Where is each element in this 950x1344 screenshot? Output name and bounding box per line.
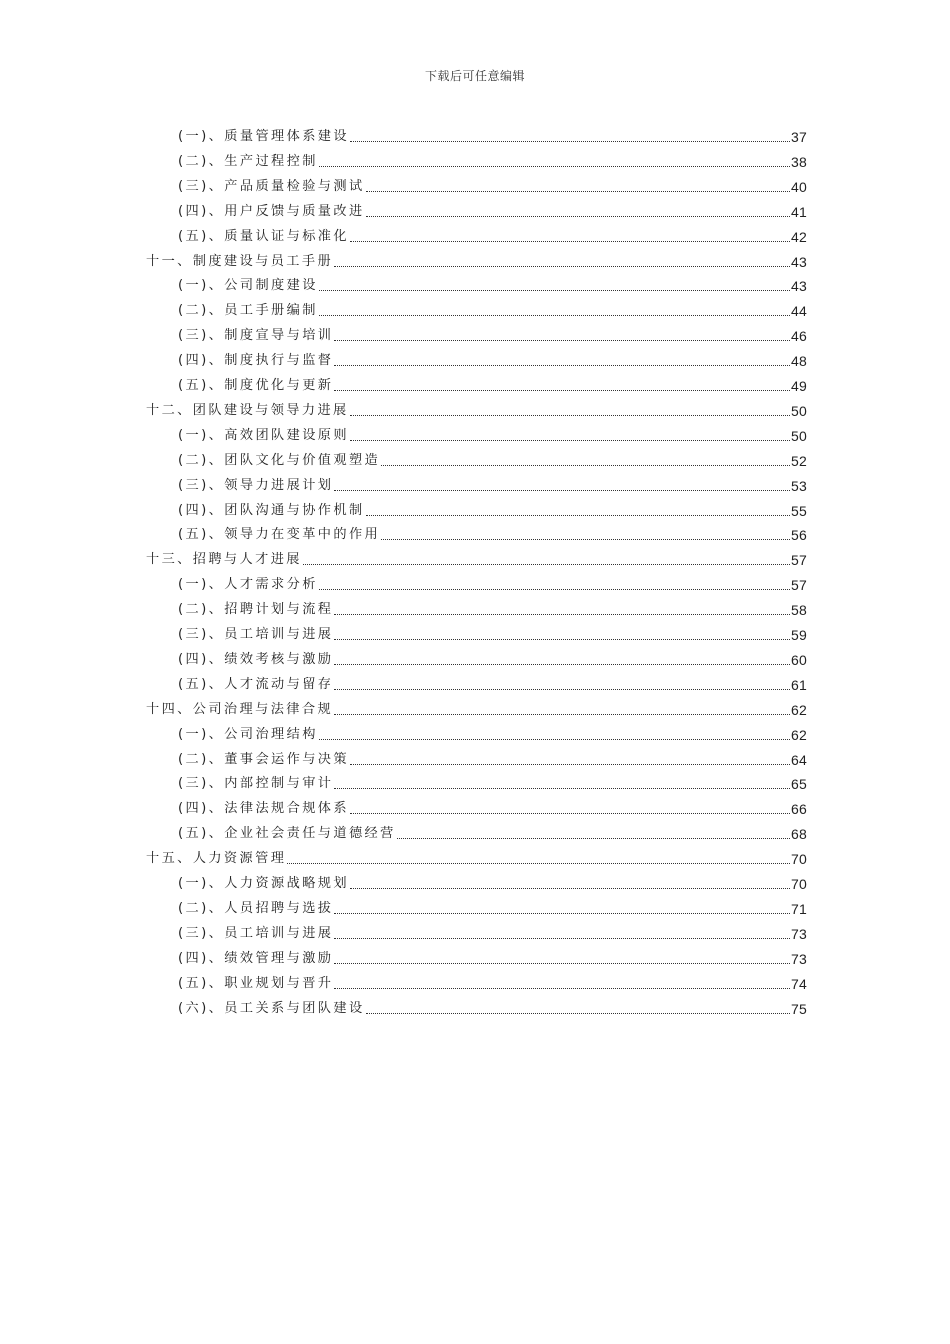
toc-dot-leader [334,664,790,665]
toc-dot-leader [334,390,790,391]
toc-section-entry[interactable] [178,575,807,595]
toc-entry-title: (二)、招聘计划与流程 [178,602,334,618]
toc-entry-title: 十三、招聘与人才进展 [146,552,302,568]
toc-chapter-entry[interactable] [146,550,807,570]
toc-dot-leader [350,415,790,416]
toc-chapter-entry[interactable] [146,252,807,272]
toc-dot-leader [334,714,790,715]
toc-dot-leader [350,813,790,814]
toc-dot-leader [350,440,790,441]
toc-entry-title: 十二、团队建设与领导力进展 [146,402,349,418]
toc-section-entry[interactable] [178,824,807,844]
toc-section-entry[interactable] [178,351,807,371]
toc-dot-leader [350,764,790,765]
toc-page-number: 73 [791,925,807,942]
toc-entry-title: (四)、绩效管理与激励 [178,950,334,966]
toc-dot-leader [319,290,790,291]
toc-page-number: 68 [791,826,807,843]
toc-page-number: 43 [791,278,807,295]
toc-dot-leader [334,365,790,366]
toc-dot-leader [381,465,790,466]
toc-entry-title: (四)、制度执行与监督 [178,353,334,369]
toc-page-number: 58 [791,602,807,619]
toc-page-number: 50 [791,427,807,444]
toc-entry-title: (二)、人员招聘与选拔 [178,900,334,916]
toc-section-entry[interactable] [178,301,807,321]
toc-page-number: 49 [791,378,807,394]
toc-entry-title: (一)、人力资源战略规划 [178,876,349,891]
toc-entry-title: (三)、员工培训与进展 [178,627,334,642]
toc-entry-title: (四)、绩效考核与激励 [178,651,334,667]
toc-dot-leader [350,241,790,242]
toc-entry-title: (三)、内部控制与审计 [178,776,334,792]
toc-page-number: 61 [791,676,807,693]
toc-dot-leader [366,216,790,217]
toc-section-entry[interactable] [178,675,807,695]
toc-dot-leader [366,515,790,516]
toc-dot-leader [366,1013,790,1014]
toc-dot-leader [334,266,790,267]
toc-entry-title: (二)、员工手册编制 [178,303,318,319]
toc-entry-title: (五)、企业社会责任与道德经营 [178,826,396,842]
toc-dot-leader [350,888,790,889]
toc-dot-leader [319,589,790,590]
toc-entry-title: (二)、董事会运作与决策 [178,751,349,767]
toc-dot-leader [334,913,790,914]
toc-page-number: 38 [791,153,807,170]
toc-page-number: 40 [791,178,807,195]
toc-entry-title: (四)、用户反馈与质量改进 [178,203,365,219]
toc-chapter-entry[interactable] [146,700,807,720]
toc-section-entry[interactable] [178,177,807,197]
toc-page-number: 44 [791,303,807,320]
toc-page-number: 70 [791,876,807,892]
toc-page-number: 70 [791,851,807,868]
toc-entry-title: (五)、质量认证与标准化 [178,228,349,244]
toc-entry-title: (四)、法律法规合规体系 [178,801,349,817]
toc-page-number: 50 [791,402,807,419]
toc-section-entry[interactable] [178,127,807,147]
toc-dot-leader [303,564,790,565]
toc-dot-leader [287,863,790,864]
toc-dot-leader [334,788,790,789]
toc-entry-title: (三)、领导力进展计划 [178,477,334,493]
toc-entry-title: (四)、团队沟通与协作机制 [178,502,365,518]
toc-section-entry[interactable] [178,152,807,172]
toc-page-number: 37 [791,129,807,145]
toc-page-number: 66 [791,801,807,818]
toc-page-number: 75 [791,1000,807,1017]
toc-section-entry[interactable] [178,999,807,1019]
toc-page-number: 71 [791,900,807,917]
toc-entry-title: (二)、生产过程控制 [178,153,318,169]
toc-dot-leader [319,166,790,167]
toc-page-number: 55 [791,502,807,519]
toc-section-entry[interactable] [178,600,807,620]
toc-entry-title: (二)、团队文化与价值观塑造 [178,452,381,468]
toc-dot-leader [334,490,790,491]
toc-section-entry[interactable] [178,276,807,296]
toc-entry-title: (一)、高效团队建设原则 [178,427,349,443]
toc-section-entry[interactable] [178,202,807,222]
toc-dot-leader [334,963,790,964]
toc-page-number: 57 [791,577,807,594]
toc-section-entry[interactable] [178,476,807,496]
page-header: 下载后可任意编辑 [424,69,525,83]
toc-entry-title: (三)、制度宣导与培训 [178,328,334,344]
toc-chapter-entry[interactable] [146,849,807,869]
toc-section-entry[interactable] [178,949,807,969]
toc-entry-title: 十一、制度建设与员工手册 [146,253,334,269]
toc-page-number: 53 [791,477,807,494]
toc-entry-title: 十四、公司治理与法律合规 [146,701,334,717]
toc-entry-title: (五)、人才流动与留存 [178,676,334,692]
toc-page-number: 57 [791,552,807,569]
toc-entry-title: (一)、公司治理结构 [178,726,318,742]
toc-section-entry[interactable] [178,750,807,770]
toc-page-number: 41 [791,203,807,220]
toc-section-entry[interactable] [178,426,807,446]
toc-entry-title: 十五、人力资源管理 [146,851,287,867]
toc-dot-leader [334,614,790,615]
toc-section-entry[interactable] [178,899,807,919]
toc-section-entry[interactable] [178,501,807,521]
toc-page-number: 43 [791,253,807,270]
toc-page-number: 74 [791,975,807,992]
toc-page-number: 42 [791,228,807,245]
toc-dot-leader [350,141,790,142]
toc-section-entry[interactable] [178,525,807,545]
toc-entry-title: (三)、员工培训与进展 [178,925,334,941]
toc-dot-leader [319,739,790,740]
toc-page-number: 65 [791,776,807,793]
toc-section-entry[interactable] [178,650,807,670]
toc-section-entry[interactable] [178,725,807,745]
toc-dot-leader [334,340,790,341]
toc-dot-leader [334,689,790,690]
toc-entry-title: (五)、制度优化与更新 [178,378,334,393]
toc-dot-leader [334,988,790,989]
toc-section-entry[interactable] [178,924,807,944]
toc-section-entry[interactable] [178,625,807,645]
toc-entry-title: (六)、员工关系与团队建设 [178,1000,365,1016]
toc-entry-title: (五)、领导力在变革中的作用 [178,527,381,543]
toc-page-number: 62 [791,726,807,743]
toc-entry-title: (一)、公司制度建设 [178,278,318,294]
toc-section-entry[interactable] [178,227,807,247]
toc-page-number: 59 [791,627,807,643]
toc-page-number: 56 [791,527,807,544]
toc-section-entry[interactable] [178,774,807,794]
toc-chapter-entry[interactable] [146,401,807,421]
toc-page-number: 52 [791,452,807,469]
toc-section-entry[interactable] [178,874,807,894]
toc-dot-leader [319,315,790,316]
toc-page-number: 60 [791,651,807,668]
toc-dot-leader [397,838,790,839]
toc-dot-leader [334,639,790,640]
toc-page-number: 46 [791,328,807,345]
toc-section-entry[interactable] [178,376,807,396]
toc-entry-title: (五)、职业规划与晋升 [178,975,334,991]
toc-section-entry[interactable] [178,451,807,471]
toc-page-number: 64 [791,751,807,768]
toc-page-number: 48 [791,353,807,370]
toc-section-entry[interactable] [178,326,807,346]
toc-entry-title: (一)、人才需求分析 [178,577,318,593]
toc-section-entry[interactable] [178,799,807,819]
toc-dot-leader [381,539,790,540]
toc-dot-leader [334,938,790,939]
toc-entry-title: (一)、质量管理体系建设 [178,129,349,144]
toc-entry-title: (三)、产品质量检验与测试 [178,178,365,194]
toc-section-entry[interactable] [178,974,807,994]
toc-dot-leader [366,191,790,192]
toc-page-number: 73 [791,950,807,967]
toc-page-number: 62 [791,701,807,718]
